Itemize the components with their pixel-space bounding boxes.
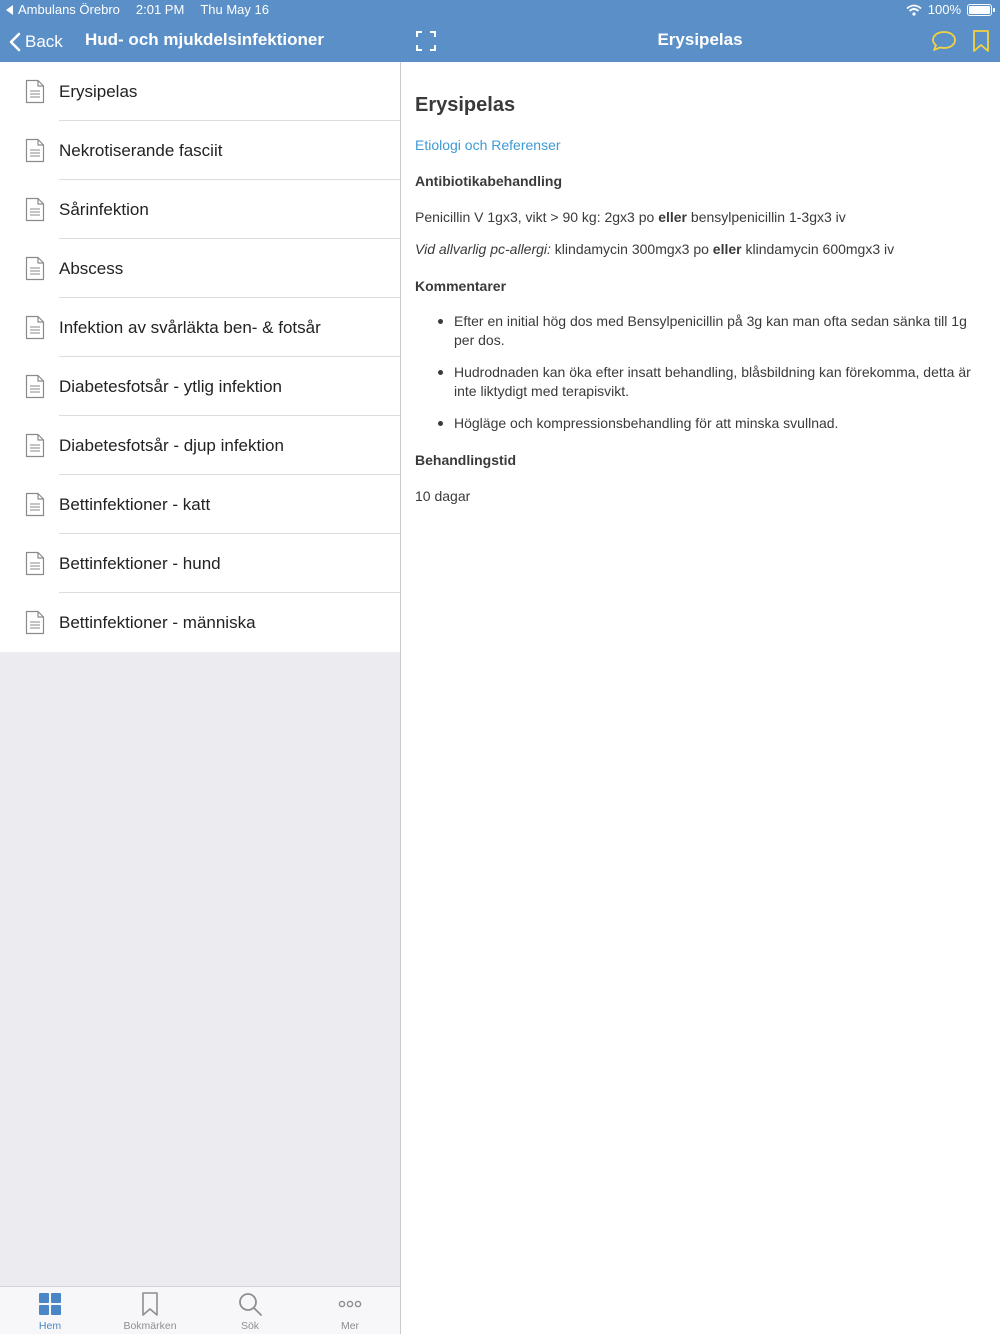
topic-label: Nekrotiserande fasciit: [59, 140, 223, 160]
chevron-left-icon: [8, 32, 21, 52]
article-nav-title: Erysipelas: [657, 30, 743, 49]
back-app-name[interactable]: Ambulans Örebro: [18, 2, 120, 17]
topic-label: Abscess: [59, 258, 124, 278]
duration-heading: Behandlingstid: [415, 452, 517, 468]
comments-list: [415, 312, 985, 446]
document-icon: [25, 197, 45, 222]
comment-bullet: Högläge och kompressionsbehandling för att minska svullnad.: [415, 414, 985, 433]
article-title: Erysipelas: [415, 94, 516, 116]
battery-icon: [967, 4, 992, 16]
topic-list-item[interactable]: [0, 180, 400, 239]
topic-label: Diabetesfotsår - ytlig infektion: [59, 376, 282, 396]
tab-search[interactable]: [200, 1287, 300, 1334]
status-bar-left: [6, 2, 269, 17]
references-link[interactable]: Etiologi och Referenser: [415, 137, 561, 153]
topic-list-item[interactable]: [0, 298, 400, 357]
topic-list-item[interactable]: [0, 416, 400, 475]
document-icon: [25, 551, 45, 576]
topic-label: Bettinfektioner - katt: [59, 494, 211, 514]
topic-list-item[interactable]: [0, 475, 400, 534]
grid-icon: [37, 1291, 63, 1317]
bookmark-icon[interactable]: [970, 29, 992, 53]
tab-more-label: Mer: [340, 1320, 360, 1332]
antibiotic-line-2: Vid allvarlig pc-allergi: klindamycin 300mgx3 po eller klindamycin 600mgx3 iv: [415, 241, 895, 257]
antibiotic-line-1: Penicillin V 1gx3, vikt > 90 kg: 2gx3 po eller bensylpenicillin 1-3gx3 iv: [415, 209, 846, 225]
battery-percent: 100%: [927, 2, 961, 17]
top-bar: [0, 0, 1000, 62]
document-icon: [25, 374, 45, 399]
document-icon: [25, 492, 45, 517]
topic-label: Erysipelas: [59, 81, 138, 101]
topic-label: Bettinfektioner - människa: [59, 612, 256, 632]
topic-list-pane: [0, 62, 400, 1286]
topic-list-item[interactable]: [0, 593, 400, 652]
back-to-app-icon[interactable]: [6, 5, 14, 15]
back-button[interactable]: [8, 28, 63, 56]
tab-bookmarks-label: Bokmärken: [123, 1320, 177, 1332]
document-icon: [25, 315, 45, 340]
duration-value: 10 dagar: [415, 488, 471, 504]
status-time: 2:01 PM: [135, 2, 185, 17]
status-bar-right: [906, 2, 992, 17]
document-icon: [25, 610, 45, 635]
topic-label: Diabetesfotsår - djup infektion: [59, 435, 284, 455]
comment-bullet: Hudrodnaden kan öka efter insatt behandling, blåsbildning kan förekomma, detta är inte liktydigt med terapisvikt.: [415, 363, 985, 401]
wifi-icon: [906, 4, 922, 16]
topic-label: Sårinfektion: [59, 199, 149, 219]
tab-more[interactable]: [300, 1287, 400, 1334]
article-pane: [401, 62, 1000, 1334]
back-label: Back: [25, 32, 63, 51]
tab-home-label: Hem: [38, 1320, 62, 1332]
search-icon: [237, 1291, 263, 1317]
comments-heading: Kommentarer: [415, 278, 507, 294]
topic-list-item[interactable]: [0, 534, 400, 593]
tab-home[interactable]: [0, 1287, 100, 1334]
bookmark-icon: [137, 1291, 163, 1317]
tab-search-label: Sök: [240, 1320, 260, 1332]
topic-list-item[interactable]: [0, 121, 400, 180]
document-icon: [25, 79, 45, 104]
topic-list-item[interactable]: [0, 239, 400, 298]
comment-icon[interactable]: [931, 29, 957, 53]
category-title: Hud- och mjukdelsinfektioner: [85, 30, 324, 49]
tab-bar: [0, 1286, 400, 1334]
document-icon: [25, 256, 45, 281]
topic-list: [0, 62, 400, 652]
status-date: Thu May 16: [200, 2, 269, 17]
tab-bookmarks[interactable]: [100, 1287, 200, 1334]
topic-label: Infektion av svårläkta ben- & fotsår: [59, 317, 321, 337]
more-icon: [337, 1291, 363, 1317]
document-icon: [25, 433, 45, 458]
topic-list-item[interactable]: [0, 62, 400, 121]
comment-bullet: Efter en initial hög dos med Bensylpenicillin på 3g kan man ofta sedan sänka till 1g per dos.: [415, 312, 985, 350]
document-icon: [25, 138, 45, 163]
antibiotic-heading: Antibiotikabehandling: [415, 173, 562, 189]
topic-label: Bettinfektioner - hund: [59, 553, 221, 573]
topic-list-item[interactable]: [0, 357, 400, 416]
